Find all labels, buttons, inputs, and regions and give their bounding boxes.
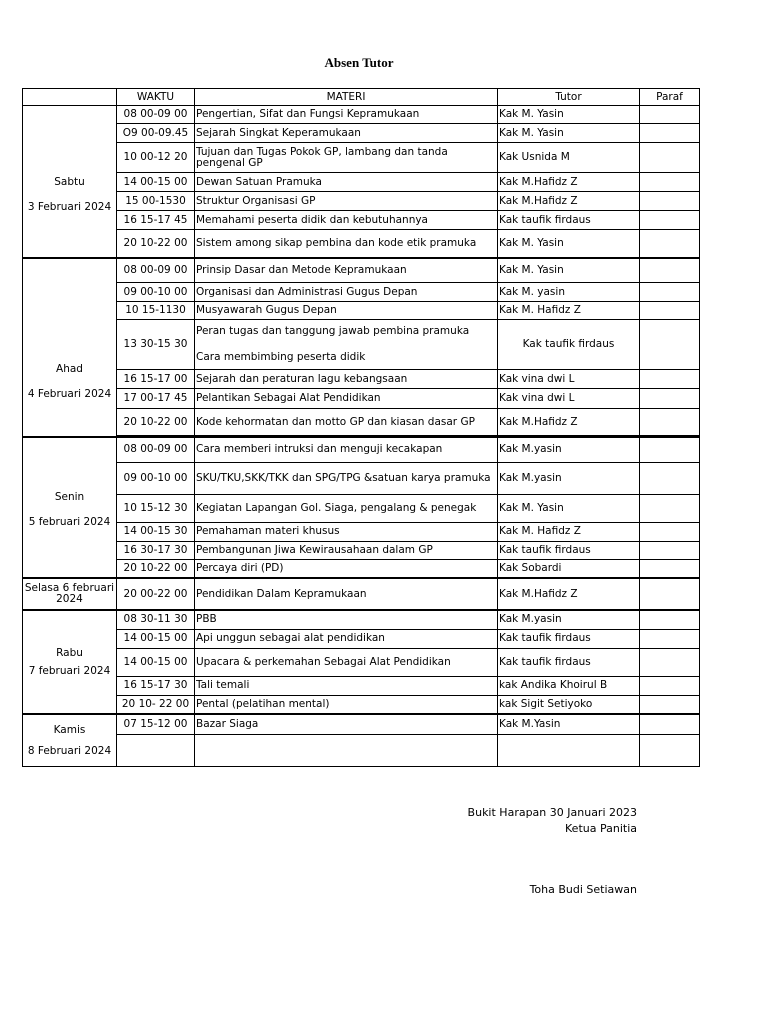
materi-cell: Struktur Organisasi GP xyxy=(195,192,498,211)
materi-cell: Percaya diri (PD) xyxy=(195,559,498,578)
table-row xyxy=(23,124,700,143)
document-title: Absen Tutor xyxy=(324,55,394,70)
waktu-cell: 13 30-15 30 xyxy=(117,320,195,370)
header-waktu: WAKTU xyxy=(117,89,195,106)
waktu-cell: 08 30-11 30 xyxy=(117,610,195,629)
day-cell xyxy=(23,258,117,438)
tutor-cell: kak Sigit Setiyoko xyxy=(498,695,640,714)
materi-cell: SKU/TKU,SKK/TKK dan SPG/TPG &satuan karya pramuka xyxy=(195,462,498,494)
table-row xyxy=(23,559,700,578)
waktu-cell: 10 00-12 20 xyxy=(117,143,195,173)
materi-cell: Prinsip Dasar dan Metode Kepramukaan xyxy=(195,258,498,283)
paraf-cell[interactable] xyxy=(640,676,700,695)
tutor-cell: Kak vina dwi L xyxy=(498,370,640,389)
materi-cell: Kode kehormatan dan motto GP dan kiasan dasar GP xyxy=(195,409,498,436)
table-row xyxy=(23,695,700,714)
paraf-cell[interactable] xyxy=(640,734,700,766)
paraf-cell[interactable] xyxy=(640,629,700,648)
waktu-cell: 14 00-15 30 xyxy=(117,522,195,541)
table-row xyxy=(23,522,700,541)
materi-cell: Pelantikan Sebagai Alat Pendidikan xyxy=(195,389,498,409)
tutor-cell xyxy=(498,734,640,766)
header-row xyxy=(23,89,700,106)
day-name: Sabtu xyxy=(54,176,85,189)
materi-cell xyxy=(195,734,498,766)
waktu-cell: 16 30-17 30 xyxy=(117,541,195,559)
tutor-cell: Kak M. Yasin xyxy=(498,494,640,522)
table-row xyxy=(23,462,700,494)
materi-line: Peran tugas dan tanggung jawab pembina pramuka xyxy=(196,325,470,337)
day-name: Selasa 6 februari 2024 xyxy=(24,582,115,605)
waktu-cell: 16 15-17 30 xyxy=(117,676,195,695)
day-name: Senin xyxy=(54,490,85,503)
tutor-cell: Kak M.yasin xyxy=(498,610,640,629)
waktu-cell: 15 00-1530 xyxy=(117,192,195,211)
table-row xyxy=(23,648,700,676)
day-date: 3 Februari 2024 xyxy=(27,201,112,214)
materi-line: Cara membimbing peserta didik xyxy=(196,351,366,363)
table-row xyxy=(23,173,700,192)
table-row xyxy=(23,143,700,173)
day-date: 4 Februari 2024 xyxy=(27,388,112,401)
table-row xyxy=(23,389,700,409)
tutor-cell: Kak M.Yasin xyxy=(498,714,640,734)
paraf-cell[interactable] xyxy=(640,714,700,734)
tutor-cell: Kak vina dwi L xyxy=(498,389,640,409)
footer-signatory-name: Toha Budi Setiawan xyxy=(529,883,637,896)
paraf-cell[interactable] xyxy=(640,124,700,143)
table-row xyxy=(23,106,700,124)
table-row xyxy=(23,437,700,462)
waktu-cell: 08 00-09 00 xyxy=(117,106,195,124)
waktu-cell: 08 00-09 00 xyxy=(117,437,195,462)
tutor-cell: Kak taufik firdaus xyxy=(498,211,640,230)
waktu-cell: 20 10-22 00 xyxy=(117,559,195,578)
table-row xyxy=(23,610,700,629)
tutor-cell: Kak taufik firdaus xyxy=(498,541,640,559)
materi-cell: Organisasi dan Administrasi Gugus Depan xyxy=(195,283,498,302)
tutor-cell: Kak Sobardi xyxy=(498,559,640,578)
table-row xyxy=(23,578,700,610)
paraf-cell[interactable] xyxy=(640,370,700,389)
waktu-cell: 09 00-10 00 xyxy=(117,283,195,302)
waktu-cell: 16 15-17 00 xyxy=(117,370,195,389)
table-row xyxy=(23,629,700,648)
tutor-cell: Kak M.Hafidz Z xyxy=(498,192,640,211)
paraf-cell[interactable] xyxy=(640,389,700,409)
waktu-cell: O9 00-09.45 xyxy=(117,124,195,143)
paraf-cell[interactable] xyxy=(640,462,700,494)
paraf-cell[interactable] xyxy=(640,106,700,124)
footer-place-date: Bukit Harapan 30 Januari 2023 xyxy=(467,806,637,819)
paraf-cell[interactable] xyxy=(640,258,700,283)
waktu-cell: 20 10-22 00 xyxy=(117,230,195,258)
paraf-cell[interactable] xyxy=(640,610,700,629)
tutor-cell: Kak M.Hafidz Z xyxy=(498,173,640,192)
waktu-cell: 20 10- 22 00 xyxy=(117,695,195,714)
materi-cell: Pendidikan Dalam Kepramukaan xyxy=(195,578,498,610)
waktu-cell xyxy=(117,734,195,766)
waktu-cell: 09 00-10 00 xyxy=(117,462,195,494)
tutor-cell: Kak M. yasin xyxy=(498,283,640,302)
day-cell xyxy=(23,610,117,714)
waktu-cell: 10 15-1130 xyxy=(117,302,195,320)
header-paraf: Paraf xyxy=(640,89,700,106)
table-row xyxy=(23,258,700,283)
waktu-cell: 20 00-22 00 xyxy=(117,578,195,610)
waktu-cell: 14 00-15 00 xyxy=(117,629,195,648)
attendance-table xyxy=(22,88,700,767)
paraf-cell[interactable] xyxy=(640,283,700,302)
waktu-cell: 14 00-15 00 xyxy=(117,648,195,676)
materi-cell: Tali temali xyxy=(195,676,498,695)
table-row xyxy=(23,494,700,522)
paraf-cell[interactable] xyxy=(640,578,700,610)
materi-cell: Pengertian, Sifat dan Fungsi Kepramukaan xyxy=(195,106,498,124)
materi-cell: Kegiatan Lapangan Gol. Siaga, pengalang & penegak xyxy=(195,494,498,522)
tutor-cell: Kak M. Yasin xyxy=(498,106,640,124)
tutor-cell: Kak M.Hafidz Z xyxy=(498,409,640,436)
materi-cell: Pental (pelatihan mental) xyxy=(195,695,498,714)
waktu-cell: 16 15-17 45 xyxy=(117,211,195,230)
paraf-cell[interactable] xyxy=(640,494,700,522)
paraf-cell[interactable] xyxy=(640,559,700,578)
table-row xyxy=(23,734,700,766)
waktu-cell: 08 00-09 00 xyxy=(117,258,195,283)
tutor-cell: kak Andika Khoirul B xyxy=(498,676,640,695)
waktu-cell: 10 15-12 30 xyxy=(117,494,195,522)
table-row xyxy=(23,192,700,211)
paraf-cell[interactable] xyxy=(640,143,700,173)
tutor-cell: Kak M.Hafidz Z xyxy=(498,578,640,610)
materi-cell: Bazar Siaga xyxy=(195,714,498,734)
day-date: 5 februari 2024 xyxy=(28,515,111,528)
materi-cell: Musyawarah Gugus Depan xyxy=(195,302,498,320)
waktu-cell: 07 15-12 00 xyxy=(117,714,195,734)
paraf-cell[interactable] xyxy=(640,648,700,676)
materi-cell xyxy=(195,320,498,370)
tutor-cell: Kak M.yasin xyxy=(498,437,640,462)
tutor-cell: Kak taufik firdaus xyxy=(498,648,640,676)
materi-cell: Cara memberi intruksi dan menguji kecakapan xyxy=(195,437,498,462)
table-row xyxy=(23,676,700,695)
header-materi: MATERI xyxy=(195,89,498,106)
table-row xyxy=(23,541,700,559)
paraf-cell[interactable] xyxy=(640,302,700,320)
table-row xyxy=(23,211,700,230)
materi-cell: Memahami peserta didik dan kebutuhannya xyxy=(195,211,498,230)
tutor-cell: Kak M.yasin xyxy=(498,462,640,494)
day-cell xyxy=(23,714,117,766)
header-tutor: Tutor xyxy=(498,89,640,106)
tutor-cell: Kak Usnida M xyxy=(498,143,640,173)
materi-cell: Sejarah dan peraturan lagu kebangsaan xyxy=(195,370,498,389)
paraf-cell[interactable] xyxy=(640,211,700,230)
tutor-cell: Kak M. Hafidz Z xyxy=(498,302,640,320)
tutor-cell: Kak taufik firdaus xyxy=(498,320,640,370)
header-day xyxy=(23,89,117,106)
table-row xyxy=(23,409,700,436)
day-date: 7 februari 2024 xyxy=(28,665,111,677)
tutor-cell: Kak M. Hafidz Z xyxy=(498,522,640,541)
materi-cell: Sejarah Singkat Keperamukaan xyxy=(195,124,498,143)
day-name: Ahad xyxy=(56,363,83,376)
tutor-cell: Kak taufik firdaus xyxy=(498,629,640,648)
materi-cell: Tujuan dan Tugas Pokok GP, lambang dan tanda pengenal GP xyxy=(195,143,498,173)
day-cell xyxy=(23,578,117,610)
paraf-cell[interactable] xyxy=(640,541,700,559)
day-date: 8 Februari 2024 xyxy=(27,745,112,758)
materi-cell: Upacara & perkemahan Sebagai Alat Pendidikan xyxy=(195,648,498,676)
tutor-cell: Kak M. Yasin xyxy=(498,124,640,143)
day-name: Rabu xyxy=(56,647,83,659)
table-row xyxy=(23,230,700,258)
paraf-cell[interactable] xyxy=(640,695,700,714)
materi-cell: Sistem among sikap pembina dan kode etik pramuka xyxy=(195,230,498,258)
paraf-cell[interactable] xyxy=(640,320,700,370)
table-row xyxy=(23,320,700,370)
table-row xyxy=(23,283,700,302)
paraf-cell[interactable] xyxy=(640,192,700,211)
table-row xyxy=(23,714,700,734)
paraf-cell[interactable] xyxy=(640,437,700,462)
day-name: Kamis xyxy=(53,724,86,737)
paraf-cell[interactable] xyxy=(640,230,700,258)
day-cell xyxy=(23,106,117,258)
paraf-cell[interactable] xyxy=(640,522,700,541)
waktu-cell: 17 00-17 45 xyxy=(117,389,195,409)
table-row xyxy=(23,302,700,320)
materi-cell: Pembangunan Jiwa Kewirausahaan dalam GP xyxy=(195,541,498,559)
materi-cell: Api unggun sebagai alat pendidikan xyxy=(195,629,498,648)
materi-cell: Pemahaman materi khusus xyxy=(195,522,498,541)
table-row xyxy=(23,370,700,389)
paraf-cell[interactable] xyxy=(640,173,700,192)
waktu-cell: 20 10-22 00 xyxy=(117,409,195,436)
materi-cell: PBB xyxy=(195,610,498,629)
waktu-cell: 14 00-15 00 xyxy=(117,173,195,192)
paraf-cell[interactable] xyxy=(640,409,700,436)
materi-cell: Dewan Satuan Pramuka xyxy=(195,173,498,192)
day-cell xyxy=(23,437,117,578)
tutor-cell: Kak M. Yasin xyxy=(498,258,640,283)
tutor-cell: Kak M. Yasin xyxy=(498,230,640,258)
footer-role: Ketua Panitia xyxy=(565,822,637,835)
